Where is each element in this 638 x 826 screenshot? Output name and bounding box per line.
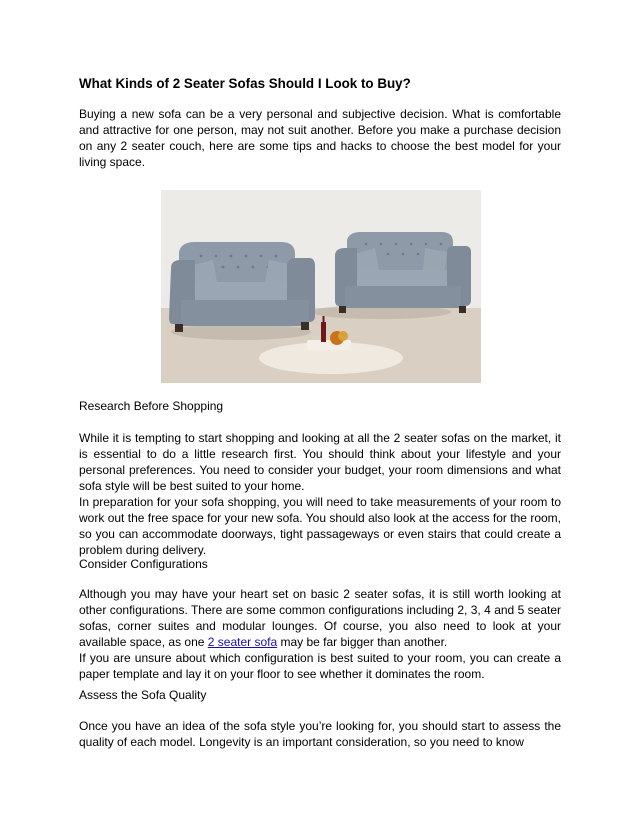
configurations-text-before-link: Although you may have your heart set on basic 2 seater sofas, it is still worth looking at other configurations. There are some common configurations including 2, 3, 4 and 5 seater sofas, corner suites and modular lounges. Of course, you also need to look at your available space, as one <box>79 587 561 649</box>
intro-paragraph: Buying a new sofa can be a very personal and subjective decision. What is comfortable and attractive for one person, may not suit another. Before you make a purchase decision on any 2 seater couch, here are some tips and hacks to choose the best model for your living space. <box>79 107 561 169</box>
article-title: What Kinds of 2 Seater Sofas Should I Look to Buy? <box>79 76 411 91</box>
section-heading-configurations: Consider Configurations <box>79 557 208 571</box>
loveseat-left <box>169 242 315 332</box>
section-heading-research: Research Before Shopping <box>79 399 224 413</box>
research-paragraph-2: In preparation for your sofa shopping, you will need to take measurements of your room to work out the free space for your new sofa. You should also look at the access for the room, so you can accommodate doorways, tight passageways or even stairs that could create a problem during delivery. <box>79 495 561 557</box>
research-paragraph-1: While it is tempting to start shopping and looking at all the 2 seater sofas on the market, it is essential to do a little research first. You should think about your lifestyle and your personal preferences. You need to consider your budget, your room dimensions and what sofa style will be best suited to your home. <box>79 431 561 493</box>
configurations-paragraph-1 <box>79 586 561 650</box>
configurations-text-after-link: may be far bigger than another. <box>277 635 448 649</box>
quality-paragraph-1: Once you have an idea of the sofa style you’re looking for, you should start to assess the quality of each model. Longevity is an important consideration, so you need to know <box>79 719 561 749</box>
configurations-paragraph-2: If you are unsure about which configuration is best suited to your room, you can create a paper template and lay it on your floor to see whether it dominates the room. <box>79 651 561 681</box>
section-heading-quality: Assess the Sofa Quality <box>79 688 207 702</box>
sofa-set-photo <box>161 190 481 383</box>
two-seater-sofa-link[interactable]: 2 seater sofa <box>207 635 278 649</box>
loveseat-right <box>335 232 471 313</box>
